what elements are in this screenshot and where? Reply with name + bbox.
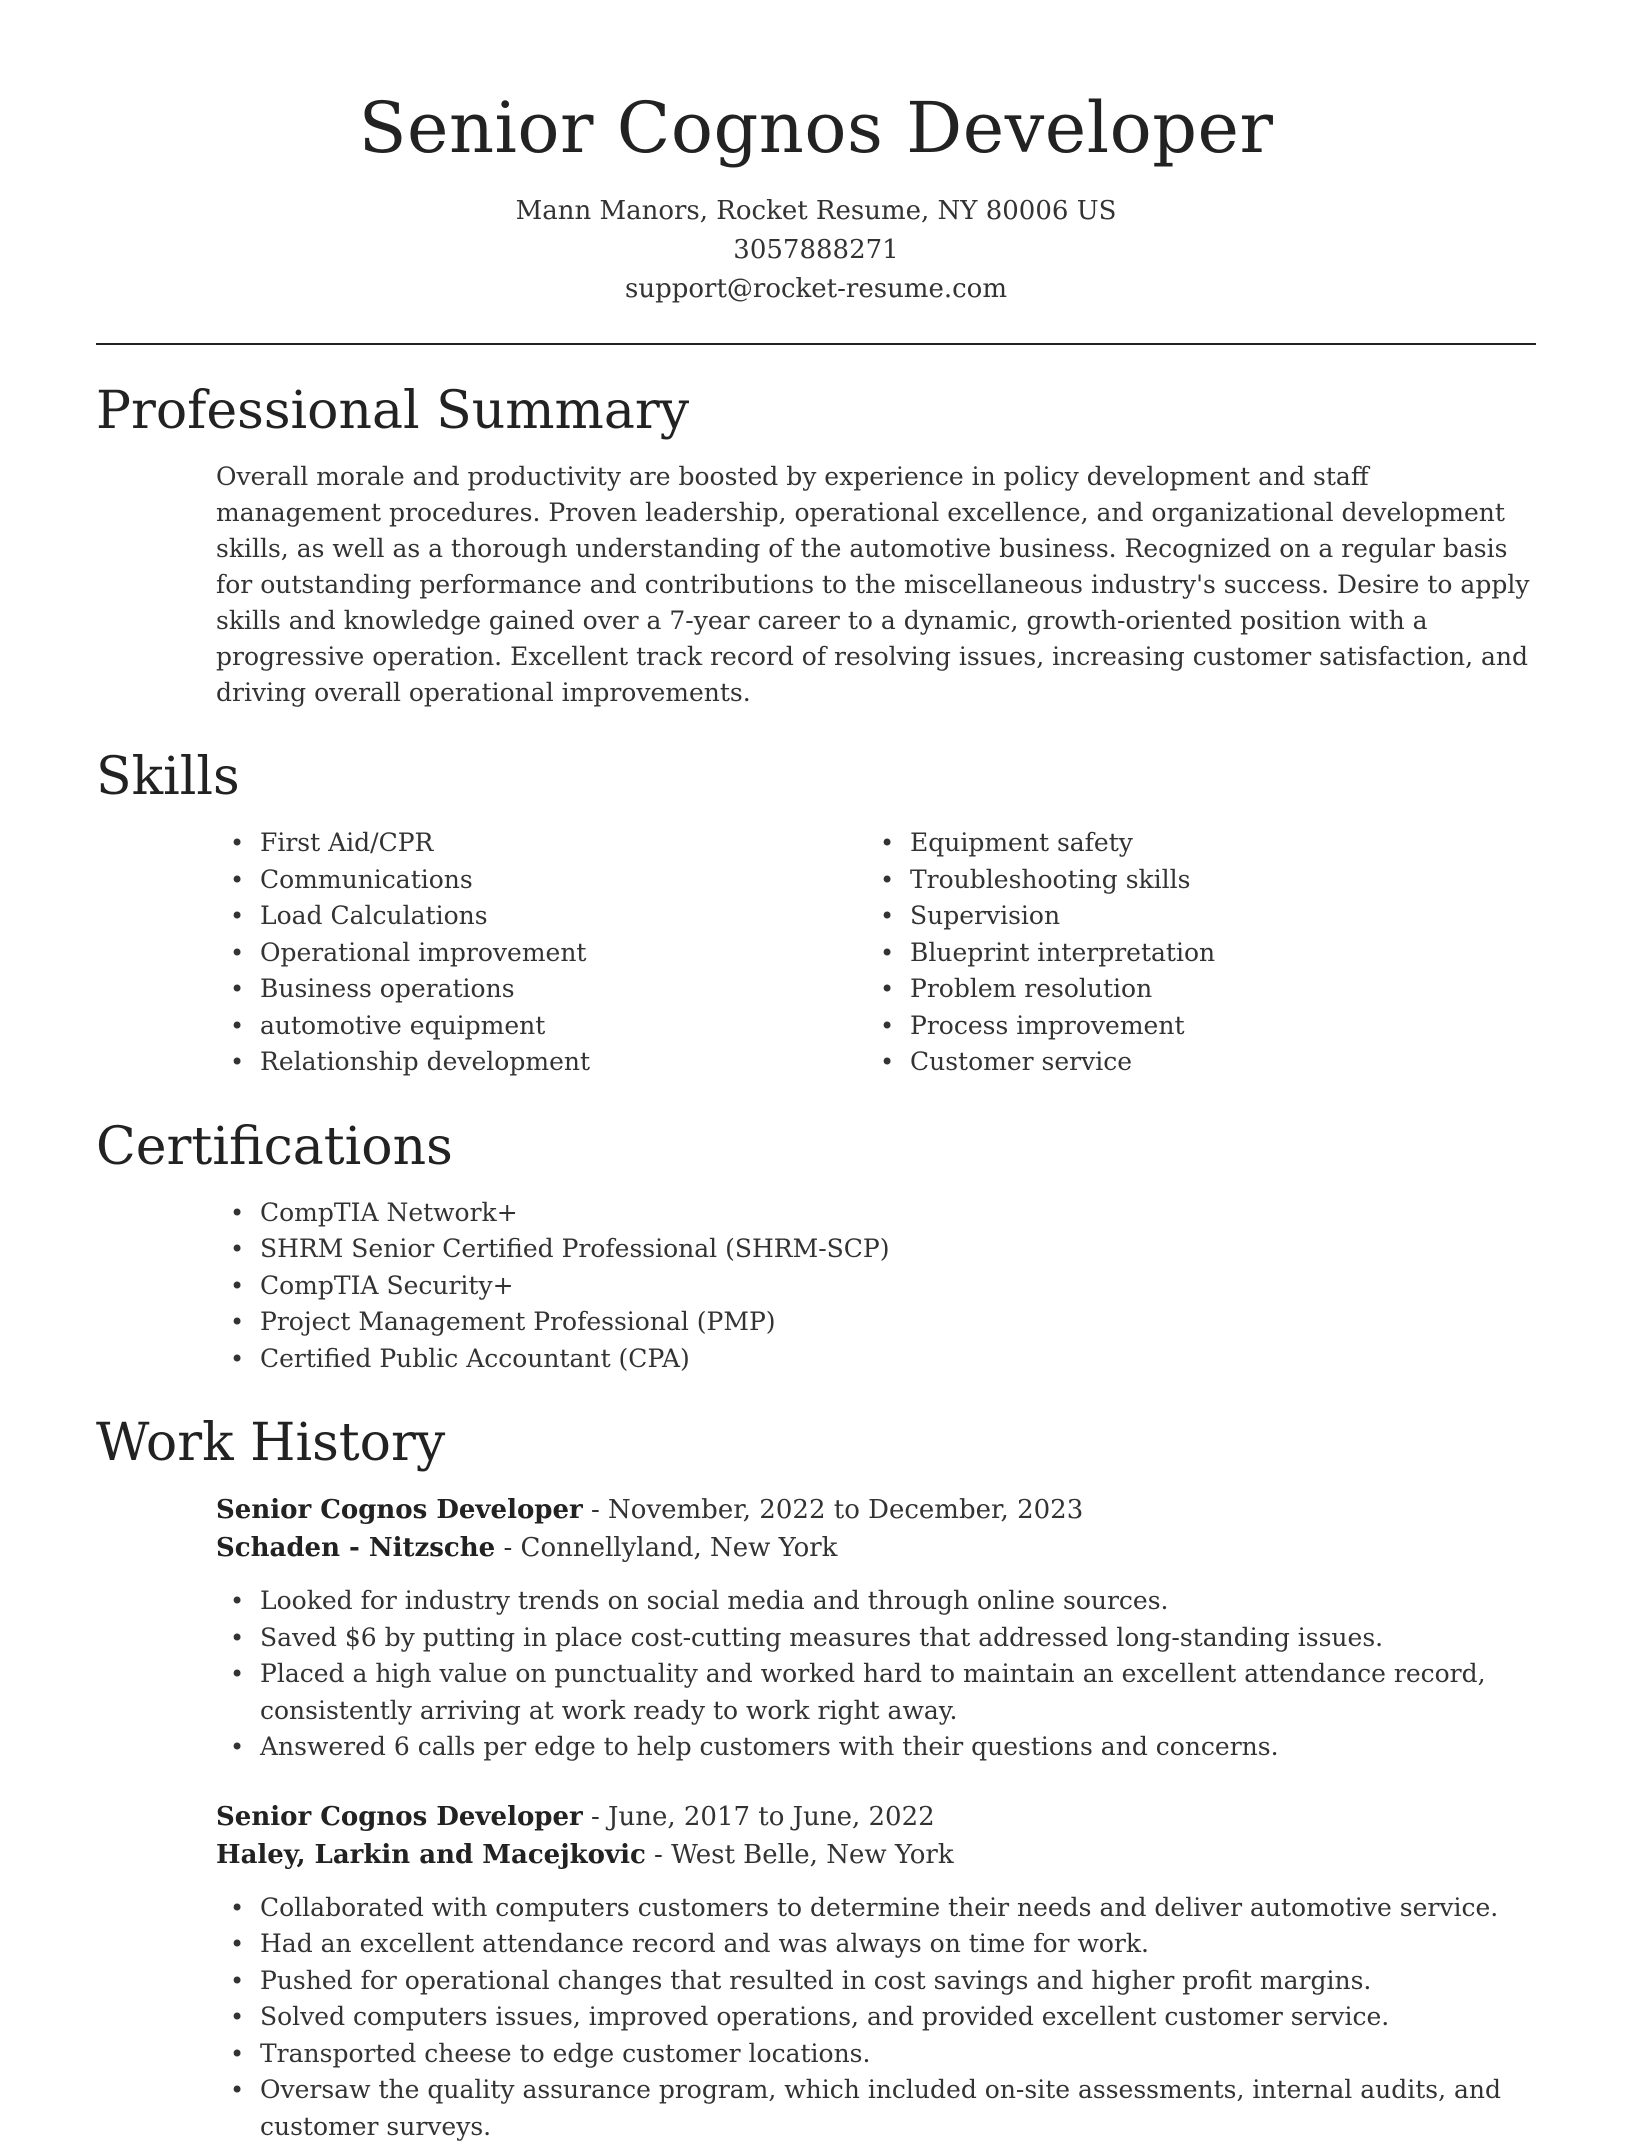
contact-email: support@rocket-resume.com xyxy=(0,270,1632,309)
skills-list-left xyxy=(216,825,866,1081)
job-company-line: Schaden - Nitzsche - Connellyland, New York xyxy=(216,1529,1536,1567)
job-bullet: • Placed a high value on punctuality and worked hard to maintain an excellent attendance record, consistently arriving at work ready to work right away. xyxy=(216,1656,1536,1729)
certification-item: • SHRM Senior Certified Professional (SHRM-SCP) xyxy=(216,1231,1536,1268)
skill-item: • First Aid/CPR xyxy=(216,825,866,862)
job-location: Connellyland, New York xyxy=(521,1533,838,1563)
skills-title: Skills xyxy=(96,747,1536,807)
certification-item: • CompTIA Security+ xyxy=(216,1268,1536,1305)
contact-phone: 3057888271 xyxy=(0,231,1632,270)
work-history-title: Work History xyxy=(96,1413,1536,1473)
skill-item: • Customer service xyxy=(866,1044,1516,1081)
certifications-title: Certifications xyxy=(96,1117,1536,1177)
skill-item: • Business operations xyxy=(216,971,866,1008)
job-bullet: • Solved computers issues, improved operations, and provided excellent customer service. xyxy=(216,1999,1536,2036)
contact-block xyxy=(0,192,1632,309)
job-location: West Belle, New York xyxy=(671,1840,953,1870)
job-entry xyxy=(216,1491,1536,1766)
summary-section xyxy=(96,381,1536,711)
skill-item: • Process improvement xyxy=(866,1008,1516,1045)
work-history-section xyxy=(96,1413,1536,2145)
certification-item: • Certified Public Accountant (CPA) xyxy=(216,1341,1536,1378)
job-entry xyxy=(216,1798,1536,2145)
job-bullet: • Transported cheese to edge customer locations. xyxy=(216,2036,1536,2073)
summary-text: Overall morale and productivity are boosted by experience in policy development and staff management procedures. Proven leadership, operational excellence, and organizational development skills, as well as a thorough understanding of the automotive business. Recognized on a regular basis for outstanding performance and contributions to the miscellaneous industry's success. Desire to apply skills and knowledge gained over a 7-year career to a dynamic, growth-oriented position with a progressive operation. Excellent track record of resolving issues, increasing customer satisfaction, and driving overall operational improvements. xyxy=(216,459,1536,711)
skill-item: • Troubleshooting skills xyxy=(866,862,1516,899)
job-dates: June, 2017 to June, 2022 xyxy=(608,1802,935,1832)
skills-columns xyxy=(216,825,1536,1081)
job-bullets xyxy=(216,1583,1536,1766)
job-bullet: • Saved $6 by putting in place cost-cutting measures that addressed long-standing issues. xyxy=(216,1620,1536,1657)
resume-header xyxy=(0,0,1632,309)
certifications-section xyxy=(96,1117,1536,1378)
job-company: Haley, Larkin and Macejkovic xyxy=(216,1840,646,1870)
summary-title: Professional Summary xyxy=(96,381,1536,441)
skill-item: • Blueprint interpretation xyxy=(866,935,1516,972)
job-role-line: Senior Cognos Developer - November, 2022 to December, 2023 xyxy=(216,1491,1536,1529)
skill-item: • Operational improvement xyxy=(216,935,866,972)
job-company-line: Haley, Larkin and Macejkovic - West Belle, New York xyxy=(216,1836,1536,1874)
certification-item: • Project Management Professional (PMP) xyxy=(216,1304,1536,1341)
job-bullet: • Collaborated with computers customers to determine their needs and deliver automotive service. xyxy=(216,1890,1536,1927)
contact-address: Mann Manors, Rocket Resume, NY 80006 US xyxy=(0,192,1632,231)
job-bullet: • Oversaw the quality assurance program, which included on-site assessments, internal audits, and customer surveys. xyxy=(216,2072,1536,2145)
job-bullets xyxy=(216,1890,1536,2145)
job-role: Senior Cognos Developer xyxy=(216,1495,583,1525)
certification-item: • CompTIA Network+ xyxy=(216,1195,1536,1232)
skill-item: • automotive equipment xyxy=(216,1008,866,1045)
skill-item: • Communications xyxy=(216,862,866,899)
certifications-list xyxy=(216,1195,1536,1378)
job-role: Senior Cognos Developer xyxy=(216,1802,583,1832)
job-bullet: • Looked for industry trends on social media and through online sources. xyxy=(216,1583,1536,1620)
skill-item: • Supervision xyxy=(866,898,1516,935)
skills-section xyxy=(96,747,1536,1081)
skill-item: • Load Calculations xyxy=(216,898,866,935)
job-dates: November, 2022 to December, 2023 xyxy=(608,1495,1083,1525)
skill-item: • Equipment safety xyxy=(866,825,1516,862)
job-bullet: • Had an excellent attendance record and was always on time for work. xyxy=(216,1926,1536,1963)
candidate-name: Senior Cognos Developer xyxy=(0,84,1632,172)
skills-list-right xyxy=(866,825,1516,1081)
job-role-line: Senior Cognos Developer - June, 2017 to June, 2022 xyxy=(216,1798,1536,1836)
job-bullet: • Answered 6 calls per edge to help customers with their questions and concerns. xyxy=(216,1729,1536,1766)
header-divider xyxy=(96,343,1536,345)
skill-item: • Problem resolution xyxy=(866,971,1516,1008)
skill-item: • Relationship development xyxy=(216,1044,866,1081)
job-company: Schaden - Nitzsche xyxy=(216,1533,495,1563)
job-bullet: • Pushed for operational changes that resulted in cost savings and higher profit margins. xyxy=(216,1963,1536,2000)
